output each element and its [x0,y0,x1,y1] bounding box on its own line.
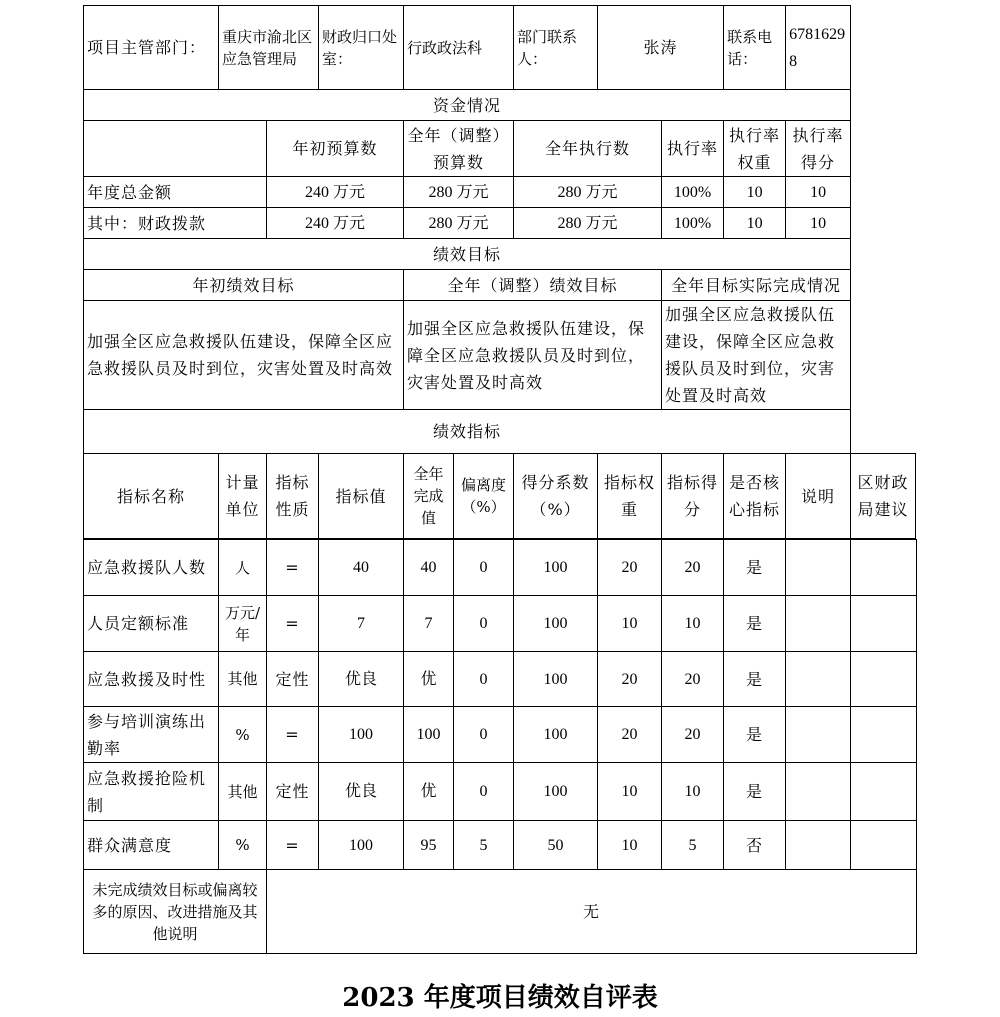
ind-name: 应急救援队人数 [84,540,219,596]
ind-core: 是 [724,596,786,652]
ind-weight: 20 [598,707,662,763]
ind-note [786,763,851,821]
ind-core: 是 [724,652,786,707]
ind-unit: 人 [219,540,267,596]
ind-core: 否 [724,821,786,870]
ind-score: 20 [662,707,724,763]
funds-row-budget: 240 万元 [267,177,404,208]
ind-target: 100 [319,821,404,870]
ind-col-unit: 计量单位 [219,454,267,539]
funds-row-score: 10 [786,177,851,208]
ind-deviation: 0 [454,707,514,763]
ind-name: 应急救援及时性 [84,652,219,707]
ind-name: 参与培训演练出勤率 [84,707,219,763]
ind-note [786,821,851,870]
funds-row-weight: 10 [724,208,786,239]
funds-header-row [84,121,916,177]
goals-row [84,301,916,410]
ind-score: 10 [662,596,724,652]
phone-value: 67816298 [786,6,851,90]
ind-weight: 20 [598,652,662,707]
indicator-row [84,652,917,707]
funds-col-rate: 执行率 [662,121,724,177]
indicators-body [83,539,917,954]
ind-weight: 10 [598,596,662,652]
funds-col-weight: 执行率权重 [724,121,786,177]
indicator-row [84,707,917,763]
ind-col-deviation: 偏离度（%） [454,454,514,539]
reason-label: 未完成绩效目标或偏离较多的原因、改进措施及其他说明 [84,870,267,954]
ind-unit: % [219,821,267,870]
funds-col-executed: 全年执行数 [514,121,662,177]
performance-table [83,5,916,539]
indicators-section-title: 绩效指标 [84,410,851,454]
funds-section-title: 资金情况 [84,90,851,121]
ind-deviation: 0 [454,763,514,821]
ind-name: 群众满意度 [84,821,219,870]
ind-col-note: 说明 [786,454,851,539]
ind-unit: % [219,707,267,763]
funds-row-weight: 10 [724,177,786,208]
reason-value: 无 [267,870,917,954]
ind-core: 是 [724,540,786,596]
ind-actual: 优 [404,652,454,707]
ind-coef: 100 [514,540,598,596]
ind-coef: 100 [514,763,598,821]
dept-label: 项目主管部门： [84,6,219,90]
dept-value: 重庆市渝北区应急管理局 [219,6,319,90]
ind-col-coef: 得分系数（%） [514,454,598,539]
ind-col-weight: 指标权重 [598,454,662,539]
ind-nature: = [267,540,319,596]
contact-value: 张涛 [598,6,724,90]
goals-col-initial: 年初绩效目标 [84,270,404,301]
ind-target: 100 [319,707,404,763]
funds-row-label: 其中：财政拨款 [84,208,267,239]
ind-col-target: 指标值 [319,454,404,539]
ind-target: 优良 [319,652,404,707]
ind-nature: = [267,821,319,870]
ind-actual: 7 [404,596,454,652]
ind-weight: 20 [598,540,662,596]
ind-weight: 10 [598,821,662,870]
ind-actual: 优 [404,763,454,821]
ind-coef: 100 [514,596,598,652]
ind-note [786,652,851,707]
goals-actual-text: 加强全区应急救援队伍建设，保障全区应急救援队员及时到位，灾害处置及时高效 [662,301,851,410]
funds-col-score: 执行率得分 [786,121,851,177]
ind-note [786,707,851,763]
reason-row [84,870,917,954]
ind-nature: 定性 [267,763,319,821]
ind-note [786,540,851,596]
ind-score: 20 [662,540,724,596]
ind-actual: 100 [404,707,454,763]
funds-corner [84,121,267,177]
ind-nature: = [267,707,319,763]
funds-row-adjusted: 280 万元 [404,177,514,208]
ind-advice [851,821,917,870]
goals-col-adjusted: 全年（调整）绩效目标 [404,270,662,301]
ind-col-name: 指标名称 [84,454,219,539]
ind-nature: = [267,596,319,652]
ind-target: 优良 [319,763,404,821]
ind-target: 7 [319,596,404,652]
phone-label: 联系电话： [724,6,786,90]
goals-col-actual: 全年目标实际完成情况 [662,270,851,301]
ind-coef: 100 [514,652,598,707]
funds-row [84,177,916,208]
ind-col-actual: 全年完成值 [404,454,454,539]
ind-coef: 100 [514,707,598,763]
ind-advice [851,596,917,652]
funds-row-rate: 100% [662,177,724,208]
ind-col-advice: 区财政局建议 [851,454,916,539]
ind-coef: 50 [514,821,598,870]
ind-col-nature: 指标性质 [267,454,319,539]
ind-deviation: 5 [454,821,514,870]
ind-score: 5 [662,821,724,870]
funds-row [84,208,916,239]
indicator-row [84,821,917,870]
funds-row-executed: 280 万元 [514,177,662,208]
ind-score: 20 [662,652,724,707]
goals-adjusted-text: 加强全区应急救援队伍建设，保障全区应急救援队员及时到位，灾害处置及时高效 [404,301,662,410]
indicators-header-row [84,454,916,539]
goals-section-title: 绩效目标 [84,239,851,270]
ind-nature: 定性 [267,652,319,707]
ind-core: 是 [724,707,786,763]
ind-actual: 40 [404,540,454,596]
ind-deviation: 0 [454,540,514,596]
header-row [84,6,916,90]
contact-label: 部门联系人： [514,6,598,90]
finance-label: 财政归口处室： [319,6,404,90]
ind-actual: 95 [404,821,454,870]
ind-col-core: 是否核心指标 [724,454,786,539]
funds-col-adjusted: 全年（调整）预算数 [404,121,514,177]
funds-row-budget: 240 万元 [267,208,404,239]
funds-col-budget: 年初预算数 [267,121,404,177]
indicator-row [84,596,917,652]
funds-row-label: 年度总金额 [84,177,267,208]
ind-deviation: 0 [454,596,514,652]
funds-row-adjusted: 280 万元 [404,208,514,239]
ind-name: 应急救援抢险机制 [84,763,219,821]
ind-target: 40 [319,540,404,596]
indicator-row [84,540,917,596]
funds-row-rate: 100% [662,208,724,239]
ind-advice [851,763,917,821]
ind-name: 人员定额标准 [84,596,219,652]
ind-unit: 万元/年 [219,596,267,652]
indicator-row [84,763,917,821]
document-title: 2023 年度项目绩效自评表 [342,983,658,1013]
ind-weight: 10 [598,763,662,821]
performance-sheet [83,5,916,943]
funds-row-executed: 280 万元 [514,208,662,239]
finance-value: 行政政法科 [404,6,514,90]
ind-unit: 其他 [219,652,267,707]
ind-advice [851,652,917,707]
ind-core: 是 [724,763,786,821]
ind-advice [851,707,917,763]
goals-header-row [84,270,916,301]
ind-score: 10 [662,763,724,821]
ind-note [786,596,851,652]
ind-unit: 其他 [219,763,267,821]
goals-initial-text: 加强全区应急救援队伍建设，保障全区应急救援队员及时到位，灾害处置及时高效 [84,301,404,410]
ind-deviation: 0 [454,652,514,707]
ind-advice [851,540,917,596]
funds-row-score: 10 [786,208,851,239]
ind-col-score: 指标得分 [662,454,724,539]
